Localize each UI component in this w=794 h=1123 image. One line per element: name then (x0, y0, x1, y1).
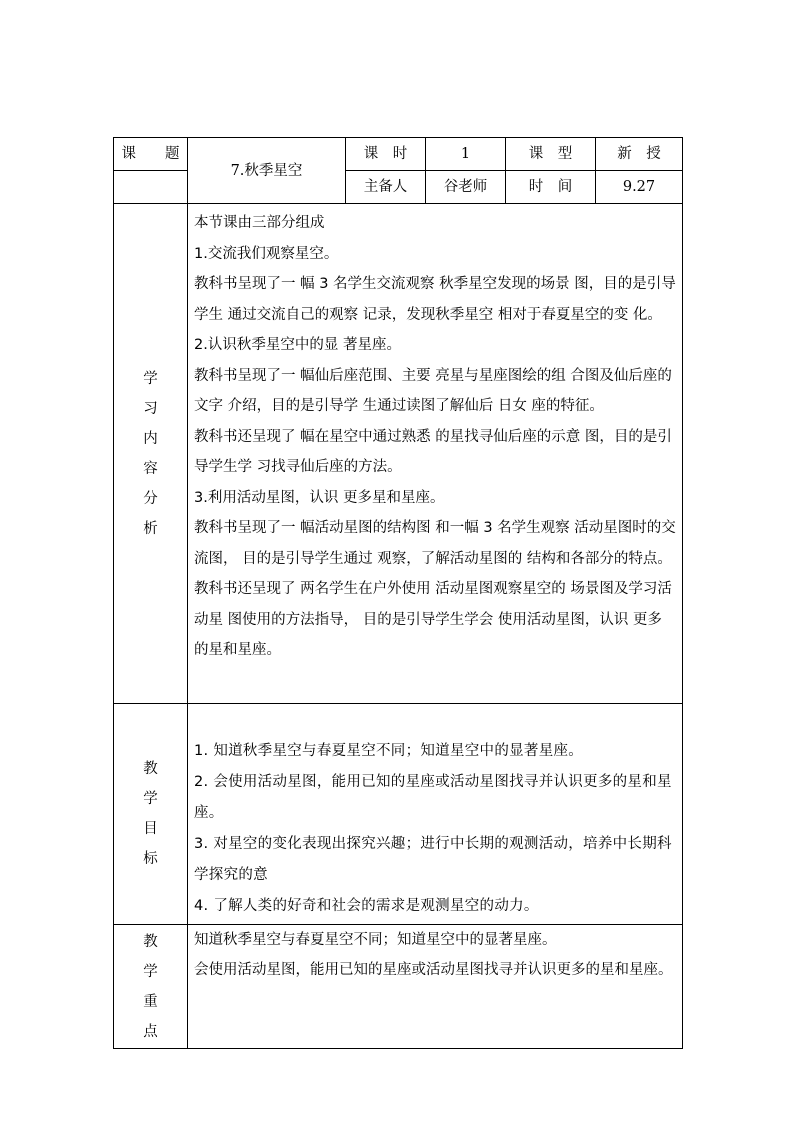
type-value: 新 授 (617, 146, 661, 162)
key-point-line: 会使用活动星图，能用已知的星座或活动星图找寻并认识更多的星和星座。 (194, 962, 673, 978)
topic-value-cell (188, 138, 346, 204)
time-label: 时 间 (528, 179, 573, 195)
analysis-line: 1.交流我们观察星空。 (194, 245, 339, 262)
blank-cell (114, 171, 188, 204)
key-points-side-label: 教 学 重 点 (114, 925, 188, 1049)
lesson-plan-table (113, 137, 683, 1049)
time-value: 9.27 (622, 179, 656, 195)
analysis-content (188, 204, 683, 704)
goal-line: 4. 了解人类的好奇和社会的需求是观测星空的动力。 (194, 898, 539, 914)
analysis-line: 3.利用活动星图，认识 更多星和星座。 (194, 489, 445, 506)
preparer-value-cell (426, 171, 506, 204)
analysis-line: 教科书还呈现了 两名学生在户外使用 活动星图观察星空的 场景图及学习活 (194, 581, 672, 597)
analysis-line: 的星和星座。 (194, 642, 281, 658)
key-points-content (188, 925, 683, 1049)
topic-label-cell (114, 138, 188, 171)
goal-line: 2. 会使用活动星图，能用已知的星座或活动星图找寻并认识更多的星和星 (194, 774, 672, 790)
goal-line: 1. 知道秋季星空与春夏星空不同；知道星空中的显著星座。 (194, 743, 584, 759)
analysis-line: 学生 通过交流自己的观察 记录，发现秋季星空 相对于春夏星空的变 化。 (194, 306, 662, 323)
topic-label: 课 题 (121, 146, 180, 162)
analysis-line: 文字 介绍，目的是引导学 生通过读图了解仙后 日女 座的特征。 (194, 398, 604, 414)
analysis-line: 教科书呈现了一 幅仙后座范围、主要 亮星与星座图绘的组 合图及仙后座的 (194, 367, 672, 384)
type-label-cell (506, 138, 596, 171)
goal-line: 学探究的意 (194, 867, 268, 883)
type-value-cell (596, 138, 683, 171)
analysis-line: 流图， 目的是引导学生通过 观察，了解活动星图的 结构和各部分的特点。 (194, 550, 672, 567)
analysis-line: 2.认识秋季星空中的显 著星座。 (194, 337, 401, 353)
period-value: 1 (460, 146, 471, 162)
key-point-line: 知道秋季星空与春夏星空不同；知道星空中的显著星座。 (194, 932, 557, 948)
analysis-side-label: 学 习 内 容 分 析 (114, 204, 188, 704)
topic-value: 7.秋季星空 (230, 162, 303, 179)
preparer-label: 主备人 (363, 179, 408, 195)
analysis-line: 教科书呈现了一 幅 3 名学生交流观察 秋季星空发现的场景 图，目的是引导 (194, 276, 676, 292)
analysis-line: 动星 图使用的方法指导， 目的是引导学生学会 使用活动星图，认识 更多 (194, 611, 662, 628)
period-label-cell (346, 138, 426, 171)
preparer-label-cell (346, 171, 426, 204)
time-label-cell (506, 171, 596, 204)
period-value-cell (426, 138, 506, 171)
goal-line: 座。 (194, 805, 224, 821)
analysis-line: 教科书还呈现了 幅在星空中通过熟悉 的星找寻仙后座的示意 图，目的是引 (194, 428, 672, 445)
time-value-cell (596, 171, 683, 204)
analysis-line: 导学生学 习找寻仙后座的方法。 (194, 459, 402, 475)
analysis-line: 本节课由三部分组成 (194, 215, 325, 231)
goal-line: 3. 对星空的变化表现出探究兴趣；进行中长期的观测活动，培养中长期科 (194, 836, 672, 852)
goals-side-label: 教 学 目 标 (114, 704, 188, 925)
period-label: 课 时 (363, 146, 408, 162)
preparer-value: 谷老师 (443, 179, 488, 195)
analysis-line: 教科书呈现了一 幅活动星图的结构图 和一幅 3 名学生观察 活动星图时的交 (194, 520, 676, 536)
type-label: 课 型 (528, 146, 573, 162)
goals-content (188, 704, 683, 925)
